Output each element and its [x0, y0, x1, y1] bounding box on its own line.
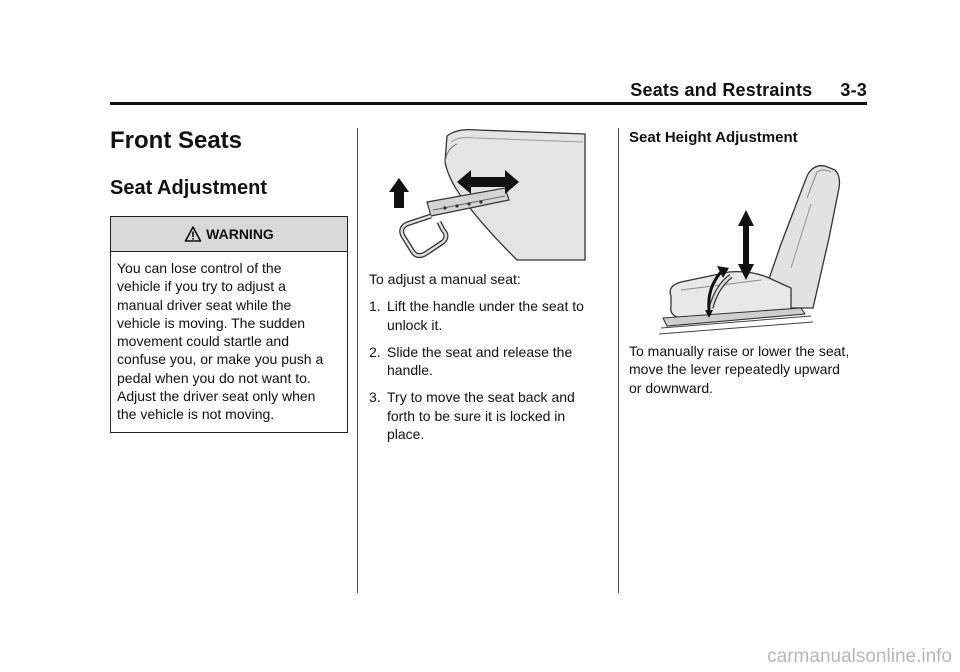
subsection-heading: Seat Height Adjustment [629, 129, 798, 146]
column-divider-2 [618, 128, 619, 593]
warning-line: vehicle if you try to adjust a [117, 278, 286, 295]
warning-line: movement could startle and [117, 333, 289, 350]
warning-label: WARNING [206, 225, 274, 242]
step-text: place. [387, 426, 425, 443]
warning-line: Adjust the driver seat only when [117, 388, 316, 405]
step-number: 1. [369, 298, 381, 315]
seat-slide-illustration [387, 126, 587, 264]
section-heading: Front Seats [110, 127, 243, 154]
step-text: Try to move the seat back and [387, 389, 575, 406]
warning-triangle-icon [184, 225, 202, 243]
column-divider-1 [357, 128, 358, 593]
step-item [369, 343, 605, 380]
step-text: handle. [387, 362, 433, 379]
step-text: Lift the handle under the seat to [387, 298, 584, 315]
warning-line: the vehicle is not moving. [117, 406, 275, 423]
subsection-heading: Seat Adjustment [110, 177, 268, 199]
caption-line: To manually raise or lower the seat, [629, 343, 850, 359]
step-text: Slide the seat and release the [387, 343, 573, 360]
warning-line: vehicle is moving. The sudden [117, 314, 306, 331]
warning-header [111, 217, 347, 252]
warning-line: pedal when you do not want to. [117, 369, 311, 386]
page-number: 3-3 [840, 80, 867, 100]
warning-line: confuse you, or make you push a [117, 351, 324, 368]
running-header [110, 80, 867, 104]
step-number: 3. [369, 389, 381, 406]
step-number: 2. [369, 343, 381, 360]
step-item [369, 388, 605, 443]
caption [629, 342, 867, 397]
intro-text: To adjust a manual seat: [369, 271, 521, 287]
column-2 [369, 126, 605, 443]
column-1 [110, 126, 348, 433]
seat-height-illustration [641, 158, 861, 340]
warning-line: manual driver seat while the [117, 296, 292, 313]
header-rule [110, 102, 867, 105]
caption-line: or downward. [629, 379, 714, 396]
step-text: forth to be sure it is locked in [387, 407, 566, 424]
step-item [369, 297, 605, 334]
caption-line: move the lever repeatedly upward [629, 361, 840, 378]
warning-box [110, 216, 348, 433]
step-list [369, 297, 605, 443]
section-title: Seats and Restraints [630, 80, 813, 100]
warning-line: You can lose control of the [117, 260, 282, 276]
watermark: carmanualsonline.info [767, 646, 952, 667]
warning-body [111, 252, 347, 432]
column-3 [629, 126, 867, 397]
step-text: unlock it. [387, 316, 443, 333]
